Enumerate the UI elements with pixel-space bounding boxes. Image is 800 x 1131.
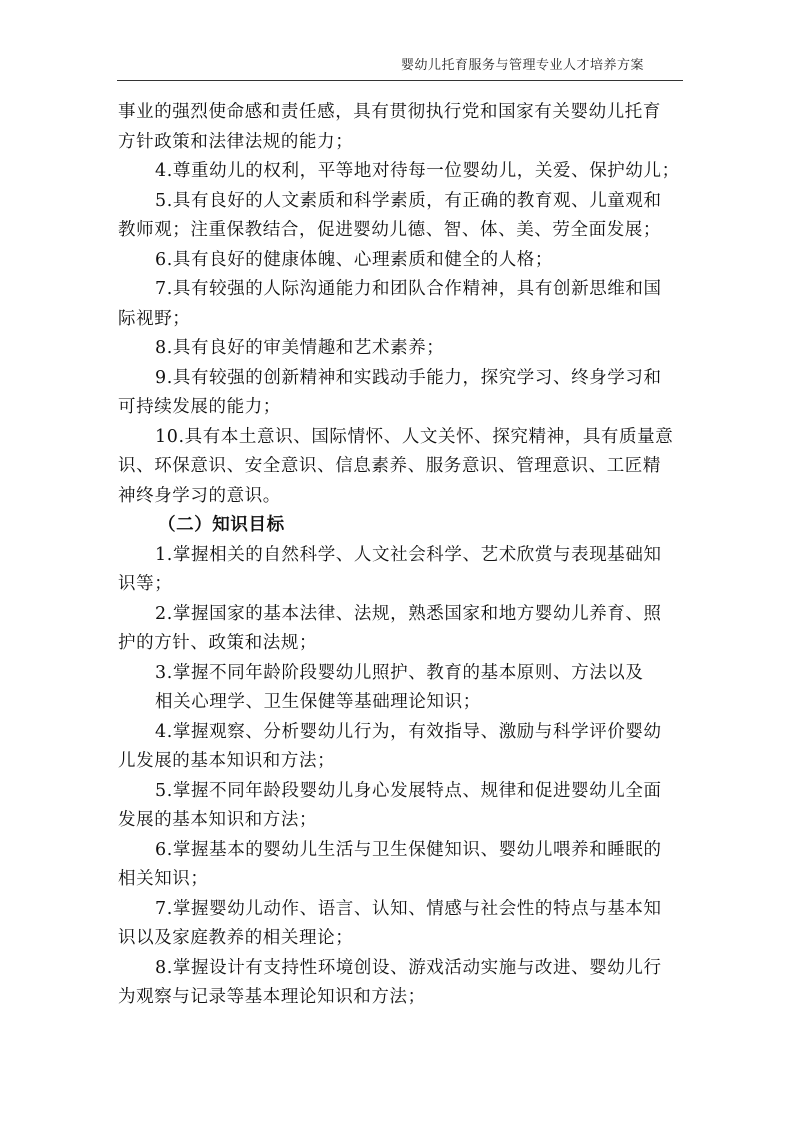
text-line: 7.掌握婴幼儿动作、语言、认知、情感与社会性的特点与基本知 xyxy=(155,898,662,919)
text-line: 护的方针、政策和法规； xyxy=(118,633,318,653)
text-line: 3.掌握不同年龄阶段婴幼儿照护、教育的基本原则、方法以及 xyxy=(155,662,644,683)
text-line: 际视野； xyxy=(118,308,191,329)
document-body xyxy=(118,98,684,1013)
text-line: 2.掌握国家的基本法律、法规，熟悉国家和地方婴幼儿养育、照 xyxy=(155,603,662,624)
text-line: 事业的强烈使命感和责任感，具有贯彻执行党和国家有关婴幼儿托育 xyxy=(118,102,661,122)
text-line: 10.具有本土意识、国际情怀、人文关怀、探究精神，具有质量意 xyxy=(155,426,674,447)
text-line: 4.掌握观察、分析婴幼儿行为，有效指导、激励与科学评价婴幼 xyxy=(155,721,662,742)
text-line: 1.掌握相关的自然科学、人文社会科学、艺术欣赏与表现基础知 xyxy=(155,544,662,565)
text-line: 9.具有较强的创新精神和实践动手能力，探究学习、终身学习和 xyxy=(155,367,662,388)
text-line: 儿发展的基本知识和方法； xyxy=(118,751,336,771)
text-line: 为观察与记录等基本理论知识和方法； xyxy=(118,987,426,1007)
text-line: 发展的基本知识和方法； xyxy=(118,810,318,830)
header-divider xyxy=(117,80,683,81)
text-line: 5.具有良好的人文素质和科学素质，有正确的教育观、儿童观和 xyxy=(155,190,662,211)
text-line: 相关心理学、卫生保健等基础理论知识； xyxy=(155,692,481,712)
text-line: 识、环保意识、安全意识、信息素养、服务意识、管理意识、工匠精 xyxy=(118,456,661,476)
text-line: 5.掌握不同年龄段婴幼儿身心发展特点、规律和促进婴幼儿全面 xyxy=(155,780,662,801)
text-line: 4.尊重幼儿的权利，平等地对待每一位婴幼儿，关爱、保护幼儿； xyxy=(155,161,680,181)
text-line: 相关知识； xyxy=(118,869,209,889)
text-line: 7.具有较强的人际沟通能力和团队合作精神，具有创新思维和国 xyxy=(155,279,662,299)
text-line: 神终身学习的意识。 xyxy=(118,485,281,506)
header-title: 婴幼儿托育服务与管理专业人才培养方案 xyxy=(400,58,644,73)
text-line: 方针政策和法律法规的能力； xyxy=(118,131,354,152)
text-line: 8.掌握设计有支持性环境创设、游戏活动实施与改进、婴幼儿行 xyxy=(155,957,662,978)
text-line: 8.具有良好的审美情趣和艺术素养； xyxy=(155,338,445,358)
text-line: 6.具有良好的健康体魄、心理素质和健全的人格； xyxy=(155,249,553,270)
section-heading: （二）知识目标 xyxy=(158,515,285,535)
text-line: 6.掌握基本的婴幼儿生活与卫生保健知识、婴幼儿喂养和睡眠的 xyxy=(155,839,662,860)
text-line: 识等； xyxy=(118,574,173,594)
text-line: 可持续发展的能力； xyxy=(118,397,281,417)
text-line: 识以及家庭教养的相关理论； xyxy=(118,928,354,948)
text-line: 教师观；注重保教结合，促进婴幼儿德、智、体、美、劳全面发展； xyxy=(118,220,661,240)
